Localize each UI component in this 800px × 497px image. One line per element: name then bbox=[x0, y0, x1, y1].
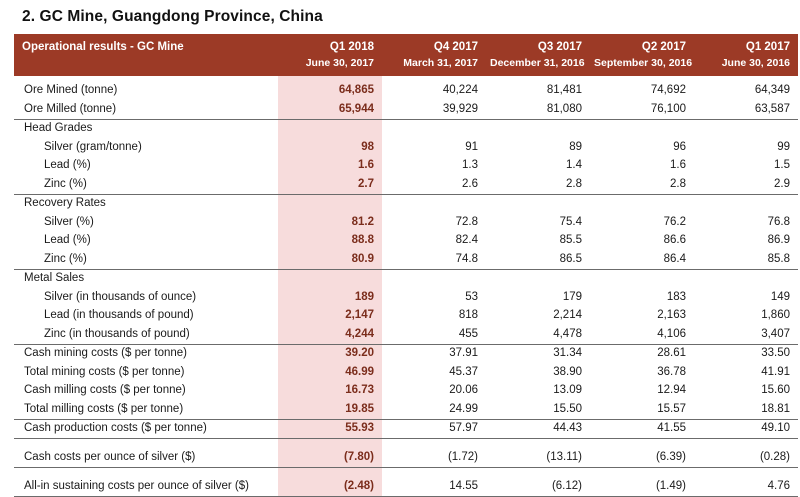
row-value: 76.2 bbox=[663, 215, 686, 228]
row-value: 1.5 bbox=[774, 159, 790, 172]
row-value: 75.4 bbox=[559, 215, 582, 228]
table-header-row bbox=[14, 34, 798, 76]
row-value: 86.9 bbox=[767, 234, 790, 247]
row-value bbox=[278, 194, 382, 213]
column-date-label: June 30, 2017 bbox=[305, 56, 374, 69]
row-label: Total milling costs ($ per tonne) bbox=[14, 400, 278, 419]
row-value: 45.37 bbox=[449, 365, 478, 378]
row-value: 74,692 bbox=[650, 84, 686, 97]
row-value bbox=[694, 119, 798, 138]
row-value: 15.60 bbox=[761, 384, 790, 397]
table-row bbox=[14, 213, 798, 232]
table-section-row bbox=[14, 119, 798, 138]
row-label: All-in sustaining costs per ounce of silver ($) bbox=[14, 477, 278, 496]
table-row bbox=[14, 363, 798, 382]
row-label: Zinc (%) bbox=[14, 175, 278, 194]
row-label: Silver (gram/tonne) bbox=[44, 140, 142, 153]
row-value: 2.8 bbox=[590, 175, 694, 194]
row-value: (1.49) bbox=[590, 477, 694, 496]
row-value: 85.8 bbox=[694, 250, 798, 269]
row-label: Cash milling costs ($ per tonne) bbox=[24, 384, 186, 397]
row-value: 1.3 bbox=[462, 159, 478, 172]
table-row bbox=[14, 307, 798, 326]
row-value: 12.94 bbox=[657, 384, 686, 397]
row-value: 15.50 bbox=[486, 400, 590, 419]
row-value: 81.2 bbox=[278, 213, 382, 232]
row-value: (2.48) bbox=[278, 477, 382, 496]
row-value: 2,147 bbox=[278, 307, 382, 326]
column-date-label: June 30, 2016 bbox=[721, 56, 790, 69]
table-row bbox=[14, 419, 798, 439]
row-label: Ore Mined (tonne) bbox=[24, 84, 118, 97]
row-value: 89 bbox=[569, 140, 582, 153]
table-row bbox=[14, 232, 798, 251]
row-value: 46.99 bbox=[278, 363, 382, 382]
row-value: 41.55 bbox=[590, 419, 694, 439]
row-value: 76,100 bbox=[590, 100, 694, 119]
row-value: 2.9 bbox=[694, 175, 798, 194]
row-value: 3,407 bbox=[694, 325, 798, 344]
row-value: 39,929 bbox=[382, 100, 486, 119]
row-value bbox=[694, 269, 798, 288]
row-label: Recovery Rates bbox=[24, 197, 106, 210]
row-value: 36.78 bbox=[657, 365, 686, 378]
row-value: 64,865 bbox=[278, 82, 382, 101]
table-row bbox=[14, 400, 798, 419]
row-value: 64,349 bbox=[754, 84, 790, 97]
row-value: 80.9 bbox=[278, 250, 382, 269]
table-row bbox=[14, 82, 798, 101]
row-value: 1.6 bbox=[670, 159, 686, 172]
row-label: Lead (in thousands of pound) bbox=[44, 309, 194, 322]
row-value: 4,244 bbox=[278, 325, 382, 344]
row-value bbox=[590, 269, 694, 288]
column-quarter-label: Q1 2017 bbox=[745, 41, 790, 53]
row-value: 149 bbox=[770, 290, 790, 303]
table-row bbox=[14, 325, 798, 344]
table-section-row bbox=[14, 194, 798, 213]
row-value bbox=[382, 194, 486, 213]
row-value: 183 bbox=[666, 290, 686, 303]
table-row bbox=[14, 138, 798, 157]
row-value: 99 bbox=[777, 140, 790, 153]
column-quarter-label: Q3 2017 bbox=[537, 41, 582, 53]
row-value: 86.5 bbox=[486, 250, 590, 269]
row-value: 37.91 bbox=[449, 347, 478, 360]
row-value: 55.93 bbox=[278, 419, 382, 439]
column-quarter-label: Q2 2017 bbox=[641, 41, 686, 53]
row-value: 57.97 bbox=[382, 419, 486, 439]
column-header-q2-2017 bbox=[590, 34, 694, 76]
row-value: 455 bbox=[382, 325, 486, 344]
row-value: 96 bbox=[673, 140, 686, 153]
row-value: 4,478 bbox=[486, 325, 590, 344]
row-value: (13.11) bbox=[486, 448, 590, 467]
row-value: (7.80) bbox=[278, 448, 382, 467]
table-row bbox=[14, 477, 798, 496]
column-header-q1-2017 bbox=[694, 34, 798, 76]
row-label: Cash production costs ($ per tonne) bbox=[14, 419, 278, 439]
row-value: 33.50 bbox=[761, 347, 790, 360]
table-row bbox=[14, 344, 798, 363]
row-value: 4.76 bbox=[694, 477, 798, 496]
row-value: 179 bbox=[562, 290, 582, 303]
row-value bbox=[278, 269, 382, 288]
column-header-q1-2018 bbox=[278, 34, 382, 76]
row-value: 91 bbox=[465, 140, 478, 153]
row-value: 28.61 bbox=[657, 347, 686, 360]
row-value: 19.85 bbox=[278, 400, 382, 419]
row-label: Lead (%) bbox=[44, 159, 91, 172]
row-value: 85.5 bbox=[559, 234, 582, 247]
table-row bbox=[14, 100, 798, 119]
row-value: 2.7 bbox=[278, 175, 382, 194]
row-label: Cash costs per ounce of silver ($) bbox=[14, 448, 278, 467]
row-label: Cash mining costs ($ per tonne) bbox=[24, 347, 187, 360]
row-value: 81,080 bbox=[486, 100, 590, 119]
row-value: 14.55 bbox=[382, 477, 486, 496]
row-value: 81,481 bbox=[546, 84, 582, 97]
table-row bbox=[14, 175, 798, 194]
row-value bbox=[382, 119, 486, 138]
row-value: 189 bbox=[278, 288, 382, 307]
row-value: 72.8 bbox=[455, 215, 478, 228]
row-value: 818 bbox=[458, 309, 478, 322]
row-value: (0.28) bbox=[694, 448, 798, 467]
row-label: Silver (in thousands of ounce) bbox=[44, 290, 197, 303]
row-value: 53 bbox=[465, 290, 478, 303]
row-value: 2.8 bbox=[486, 175, 590, 194]
row-value bbox=[590, 194, 694, 213]
row-value: 2,214 bbox=[553, 309, 582, 322]
row-value: 63,587 bbox=[694, 100, 798, 119]
column-quarter-label: Q1 2018 bbox=[329, 41, 374, 53]
table-section-row bbox=[14, 269, 798, 288]
row-label: Metal Sales bbox=[24, 272, 85, 285]
row-value: 65,944 bbox=[278, 100, 382, 119]
row-value: 4,106 bbox=[590, 325, 694, 344]
row-label: Zinc (in thousands of pound) bbox=[14, 325, 278, 344]
row-value: 2.6 bbox=[382, 175, 486, 194]
column-header-q3-2017 bbox=[486, 34, 590, 76]
column-date-label: December 31, 2016 bbox=[490, 56, 585, 69]
row-label: Head Grades bbox=[24, 122, 93, 135]
row-value: 86.4 bbox=[590, 250, 694, 269]
row-value: 15.57 bbox=[590, 400, 694, 419]
table-spacer bbox=[14, 439, 798, 449]
column-quarter-label: Q4 2017 bbox=[433, 41, 478, 53]
row-value: 18.81 bbox=[694, 400, 798, 419]
row-value: 38.90 bbox=[553, 365, 582, 378]
row-label: Zinc (%) bbox=[14, 250, 278, 269]
row-value: 39.20 bbox=[278, 344, 382, 363]
row-value: 16.73 bbox=[278, 382, 382, 401]
row-value: 44.43 bbox=[486, 419, 590, 439]
row-value: (6.39) bbox=[590, 448, 694, 467]
row-value bbox=[382, 269, 486, 288]
table-header-title: Operational results - GC Mine bbox=[14, 34, 278, 76]
row-value bbox=[278, 119, 382, 138]
row-value: (6.12) bbox=[486, 477, 590, 496]
row-value: 88.8 bbox=[278, 232, 382, 251]
row-value: 24.99 bbox=[382, 400, 486, 419]
column-date-label: September 30, 2016 bbox=[594, 56, 693, 69]
row-value: 20.06 bbox=[449, 384, 478, 397]
row-label: Silver (%) bbox=[44, 215, 94, 228]
row-value bbox=[486, 119, 590, 138]
page-title: 2. GC Mine, Guangdong Province, China bbox=[22, 8, 323, 25]
row-value bbox=[486, 194, 590, 213]
table-header bbox=[14, 34, 798, 76]
row-value: 82.4 bbox=[455, 234, 478, 247]
row-value: 31.34 bbox=[553, 347, 582, 360]
row-value bbox=[590, 119, 694, 138]
row-value: 49.10 bbox=[694, 419, 798, 439]
table-row bbox=[14, 250, 798, 269]
row-label: Lead (%) bbox=[44, 234, 91, 247]
row-value: 74.8 bbox=[382, 250, 486, 269]
table-row bbox=[14, 288, 798, 307]
row-value: 86.6 bbox=[663, 234, 686, 247]
row-value: 1.6 bbox=[278, 157, 382, 176]
row-value: 76.8 bbox=[767, 215, 790, 228]
row-label: Total mining costs ($ per tonne) bbox=[24, 365, 185, 378]
row-value: 41.91 bbox=[761, 365, 790, 378]
row-value: (1.72) bbox=[382, 448, 486, 467]
table-row bbox=[14, 448, 798, 467]
row-value: 1,860 bbox=[761, 309, 790, 322]
row-value: 40,224 bbox=[442, 84, 478, 97]
row-value: 1.4 bbox=[566, 159, 582, 172]
row-value: 13.09 bbox=[553, 384, 582, 397]
row-value: 2,163 bbox=[657, 309, 686, 322]
column-date-label: March 31, 2017 bbox=[403, 56, 478, 69]
row-value bbox=[486, 269, 590, 288]
table-row bbox=[14, 157, 798, 176]
operational-results-table bbox=[14, 34, 798, 497]
table-row bbox=[14, 382, 798, 401]
table-spacer bbox=[14, 468, 798, 478]
row-value: 98 bbox=[278, 138, 382, 157]
row-value bbox=[694, 194, 798, 213]
column-header-q4-2017 bbox=[382, 34, 486, 76]
table-body bbox=[14, 76, 798, 496]
row-label: Ore Milled (tonne) bbox=[14, 100, 278, 119]
